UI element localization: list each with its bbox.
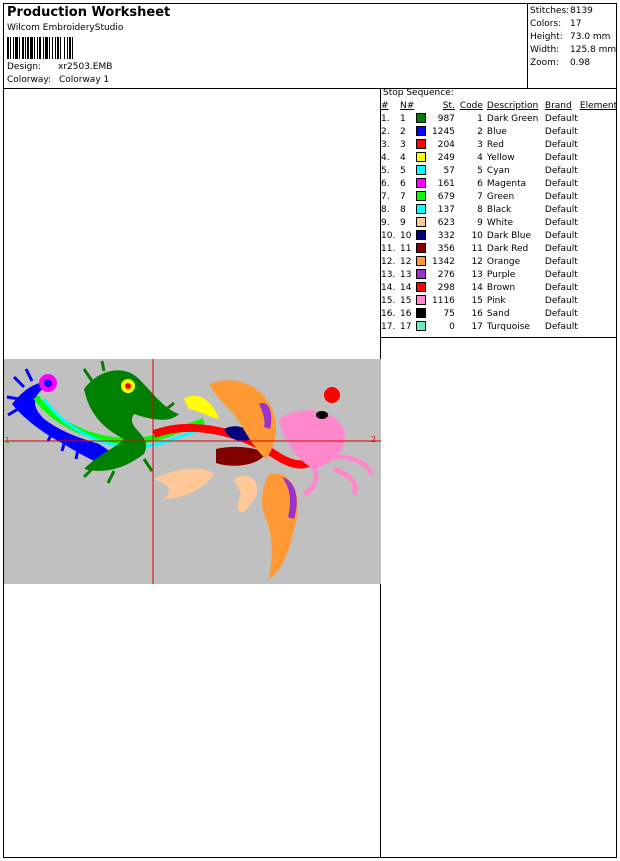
row-element <box>580 112 617 125</box>
row-brand: Default <box>544 243 578 254</box>
row-swatch <box>416 190 432 203</box>
row-stitches: 137 <box>437 204 455 215</box>
stats-divider <box>527 3 528 88</box>
colorway-row <box>7 75 109 85</box>
row-swatch <box>416 281 432 294</box>
table-row <box>381 216 617 229</box>
row-description: Cyan <box>486 165 510 176</box>
row-swatch <box>416 268 432 281</box>
row-element <box>580 138 617 151</box>
design-label: Design: <box>7 62 42 72</box>
stat-width <box>530 44 616 57</box>
row-brand: Default <box>544 165 578 176</box>
color-swatch <box>416 230 426 240</box>
row-swatch <box>416 177 432 190</box>
row-swatch <box>416 138 432 151</box>
row-needle: 12 <box>400 256 412 267</box>
barcode-bar <box>34 37 35 59</box>
row-needle: 6 <box>400 178 406 189</box>
stop-sequence-table <box>381 99 617 333</box>
barcode-bar <box>67 37 68 59</box>
row-brand: Default <box>544 321 578 332</box>
row-stitches: 679 <box>437 191 455 202</box>
row-description: Red <box>486 139 505 150</box>
row-element <box>580 216 617 229</box>
row-stitches: 161 <box>437 178 455 189</box>
row-description: Orange <box>486 256 521 267</box>
row-description: Sand <box>486 308 510 319</box>
row-brand: Default <box>544 139 578 150</box>
col-header-stitches: St. <box>442 100 455 111</box>
row-index: 13. <box>381 269 396 280</box>
color-swatch <box>416 113 426 123</box>
stat-value: 0.98 <box>570 58 591 68</box>
row-code: 13 <box>471 269 483 280</box>
row-code: 17 <box>471 321 483 332</box>
barcode-bar <box>39 37 41 59</box>
row-swatch <box>416 255 432 268</box>
row-needle: 7 <box>400 191 406 202</box>
row-element <box>580 125 617 138</box>
row-index: 9. <box>381 217 390 228</box>
col-header-code: Code <box>459 100 483 111</box>
row-description: Black <box>486 204 512 215</box>
row-swatch <box>416 125 432 138</box>
row-code: 2 <box>477 126 483 137</box>
table-row <box>381 242 617 255</box>
row-stitches: 1245 <box>432 126 455 137</box>
row-brand: Default <box>544 152 578 163</box>
row-index: 10. <box>381 230 396 241</box>
design-preview <box>4 359 381 584</box>
row-element <box>580 242 617 255</box>
row-element <box>580 190 617 203</box>
stat-height <box>530 31 616 44</box>
row-swatch <box>416 151 432 164</box>
row-code: 5 <box>477 165 483 176</box>
sand-curl <box>234 476 257 512</box>
barcode-bar <box>64 37 65 59</box>
row-description: Pink <box>486 295 506 306</box>
stop-sequence-title: Stop Sequence: <box>383 88 454 98</box>
row-swatch <box>416 294 432 307</box>
row-index: 11. <box>381 243 396 254</box>
row-needle: 11 <box>400 243 412 254</box>
row-brand: Default <box>544 191 578 202</box>
color-swatch <box>416 308 426 318</box>
barcode-bar <box>69 37 71 59</box>
table-row <box>381 294 617 307</box>
row-brand: Default <box>544 178 578 189</box>
row-brand: Default <box>544 256 578 267</box>
row-code: 16 <box>471 308 483 319</box>
row-description: Dark Blue <box>486 230 532 241</box>
col-header-n: N# <box>400 100 415 111</box>
barcode-bar <box>10 37 11 59</box>
table-row <box>381 177 617 190</box>
row-needle: 17 <box>400 321 412 332</box>
row-element <box>580 203 617 216</box>
barcode-image <box>7 37 131 59</box>
table-row <box>381 255 617 268</box>
row-swatch <box>416 164 432 177</box>
stat-label: Width: <box>530 45 560 55</box>
row-index: 16. <box>381 308 396 319</box>
row-brand: Default <box>544 230 578 241</box>
row-needle: 16 <box>400 308 412 319</box>
barcode-bar <box>37 37 38 59</box>
barcode-bar <box>30 37 33 59</box>
page-title: Production Worksheet <box>7 5 171 20</box>
row-needle: 8 <box>400 204 406 215</box>
row-index: 5. <box>381 165 390 176</box>
row-needle: 10 <box>400 230 412 241</box>
row-description: White <box>486 217 514 228</box>
row-index: 1. <box>381 113 390 124</box>
row-stitches: 57 <box>443 165 455 176</box>
color-swatch <box>416 269 426 279</box>
barcode-bar <box>22 37 24 59</box>
row-needle: 3 <box>400 139 406 150</box>
stat-label: Stitches: <box>530 6 570 16</box>
header-divider <box>3 88 617 89</box>
barcode-bar <box>72 37 73 59</box>
color-swatch <box>416 204 426 214</box>
color-swatch <box>416 282 426 292</box>
row-description: Dark Red <box>486 243 529 254</box>
color-swatch <box>416 152 426 162</box>
stat-value: 17 <box>570 19 582 29</box>
table-row <box>381 125 617 138</box>
crosshair-marker-left: 1 <box>5 436 11 445</box>
row-element <box>580 177 617 190</box>
row-stitches: 1342 <box>432 256 455 267</box>
color-swatch <box>416 165 426 175</box>
row-stitches: 987 <box>437 113 455 124</box>
row-brand: Default <box>544 126 578 137</box>
row-code: 7 <box>477 191 483 202</box>
table-row <box>381 190 617 203</box>
row-stitches: 623 <box>437 217 455 228</box>
row-needle: 14 <box>400 282 412 293</box>
stats-panel <box>530 5 616 70</box>
row-needle: 2 <box>400 126 406 137</box>
stat-value: 125.8 mm <box>570 45 617 55</box>
barcode-bar <box>43 37 44 59</box>
stat-label: Height: <box>530 32 563 42</box>
col-header-element: Element <box>579 100 618 111</box>
row-swatch <box>416 242 432 255</box>
row-index: 6. <box>381 178 390 189</box>
crosshair-marker-right: 2 <box>371 435 377 444</box>
row-code: 14 <box>471 282 483 293</box>
embroidery-design-image <box>4 359 381 584</box>
col-header-brand: Brand <box>544 100 572 111</box>
color-swatch <box>416 126 426 136</box>
row-description: Brown <box>486 282 516 293</box>
table-row <box>381 138 617 151</box>
colorway-label: Colorway: <box>7 75 52 85</box>
row-element <box>580 320 617 333</box>
row-code: 12 <box>471 256 483 267</box>
barcode-bar <box>49 37 50 59</box>
row-swatch <box>416 307 432 320</box>
row-swatch <box>416 320 432 333</box>
table-row <box>381 268 617 281</box>
row-code: 8 <box>477 204 483 215</box>
stat-value: 73.0 mm <box>570 32 611 42</box>
table-row <box>381 229 617 242</box>
row-index: 8. <box>381 204 390 215</box>
color-swatch <box>416 243 426 253</box>
barcode-bar <box>45 37 48 59</box>
colorway-value: Colorway 1 <box>58 75 110 85</box>
row-brand: Default <box>544 204 578 215</box>
row-brand: Default <box>544 308 578 319</box>
row-needle: 4 <box>400 152 406 163</box>
col-header-description: Description <box>486 100 539 111</box>
row-swatch <box>416 229 432 242</box>
row-brand: Default <box>544 217 578 228</box>
barcode-bar <box>15 37 18 59</box>
row-stitches: 356 <box>437 243 455 254</box>
row-code: 15 <box>471 295 483 306</box>
stat-stitches <box>530 5 616 18</box>
row-index: 2. <box>381 126 390 137</box>
color-swatch <box>416 256 426 266</box>
row-description: Purple <box>486 269 516 280</box>
row-stitches: 298 <box>437 282 455 293</box>
row-brand: Default <box>544 113 578 124</box>
row-swatch <box>416 203 432 216</box>
row-brand: Default <box>544 295 578 306</box>
row-brand: Default <box>544 282 578 293</box>
row-element <box>580 151 617 164</box>
color-swatch <box>416 295 426 305</box>
row-stitches: 75 <box>443 308 455 319</box>
table-row <box>381 151 617 164</box>
color-swatch <box>416 178 426 188</box>
stat-colors <box>530 18 616 31</box>
row-index: 15. <box>381 295 396 306</box>
row-element <box>580 255 617 268</box>
row-code: 10 <box>471 230 483 241</box>
row-stitches: 249 <box>437 152 455 163</box>
yellow-plume <box>184 396 219 419</box>
software-name: Wilcom EmbroideryStudio <box>7 23 124 33</box>
row-code: 1 <box>477 113 483 124</box>
row-element <box>580 268 617 281</box>
row-stitches: 276 <box>437 269 455 280</box>
row-needle: 5 <box>400 165 406 176</box>
barcode-bar <box>52 37 53 59</box>
row-stitches: 0 <box>449 321 455 332</box>
black-eye <box>316 411 328 419</box>
row-swatch <box>416 216 432 229</box>
row-stitches: 332 <box>437 230 455 241</box>
color-swatch <box>416 321 426 331</box>
blue-swirl-eye <box>44 379 52 387</box>
row-stitches: 204 <box>437 139 455 150</box>
red-eye <box>125 383 131 389</box>
row-index: 12. <box>381 256 396 267</box>
row-code: 4 <box>477 152 483 163</box>
row-index: 3. <box>381 139 390 150</box>
row-needle: 13 <box>400 269 412 280</box>
color-swatch <box>416 191 426 201</box>
table-row <box>381 112 617 125</box>
barcode-bar <box>27 37 29 59</box>
table-row <box>381 320 617 333</box>
row-element <box>580 164 617 177</box>
stat-label: Zoom: <box>530 58 559 68</box>
row-description: Yellow <box>486 152 515 163</box>
design-row <box>7 62 112 72</box>
row-index: 14. <box>381 282 396 293</box>
row-index: 4. <box>381 152 390 163</box>
row-code: 3 <box>477 139 483 150</box>
barcode-bar <box>19 37 20 59</box>
row-brand: Default <box>544 269 578 280</box>
barcode-bar <box>13 37 14 59</box>
row-stitches: 1116 <box>432 295 455 306</box>
stat-value: 8139 <box>570 6 593 16</box>
row-swatch <box>416 112 432 125</box>
row-element <box>580 307 617 320</box>
row-element <box>580 294 617 307</box>
table-row <box>381 281 617 294</box>
barcode-bar <box>7 37 9 59</box>
stat-label: Colors: <box>530 19 562 29</box>
row-index: 7. <box>381 191 390 202</box>
sand-lower-feathers <box>154 469 214 499</box>
stat-zoom <box>530 57 616 70</box>
row-code: 11 <box>471 243 483 254</box>
table-row <box>381 203 617 216</box>
row-description: Turquoise <box>486 321 530 332</box>
color-swatch <box>416 217 426 227</box>
row-description: Green <box>486 191 515 202</box>
row-element <box>580 281 617 294</box>
row-description: Dark Green <box>486 113 539 124</box>
row-index: 17. <box>381 321 396 332</box>
barcode-bar <box>60 37 61 59</box>
table-header-row <box>381 99 617 112</box>
row-needle: 1 <box>400 113 406 124</box>
barcode-bar <box>55 37 56 59</box>
table-row <box>381 307 617 320</box>
row-needle: 9 <box>400 217 406 228</box>
row-code: 6 <box>477 178 483 189</box>
barcode-bar <box>25 37 26 59</box>
table-row <box>381 164 617 177</box>
red-beak-dot <box>324 387 340 403</box>
row-needle: 15 <box>400 295 412 306</box>
row-description: Blue <box>486 126 507 137</box>
barcode-bar <box>57 37 59 59</box>
color-swatch <box>416 139 426 149</box>
row-code: 9 <box>477 217 483 228</box>
design-value: xr2503.EMB <box>57 62 113 72</box>
col-header-swatch <box>416 99 432 112</box>
sequence-bottom-divider <box>380 337 617 338</box>
row-element <box>580 229 617 242</box>
row-description: Magenta <box>486 178 527 189</box>
col-header-index: # <box>381 100 389 111</box>
